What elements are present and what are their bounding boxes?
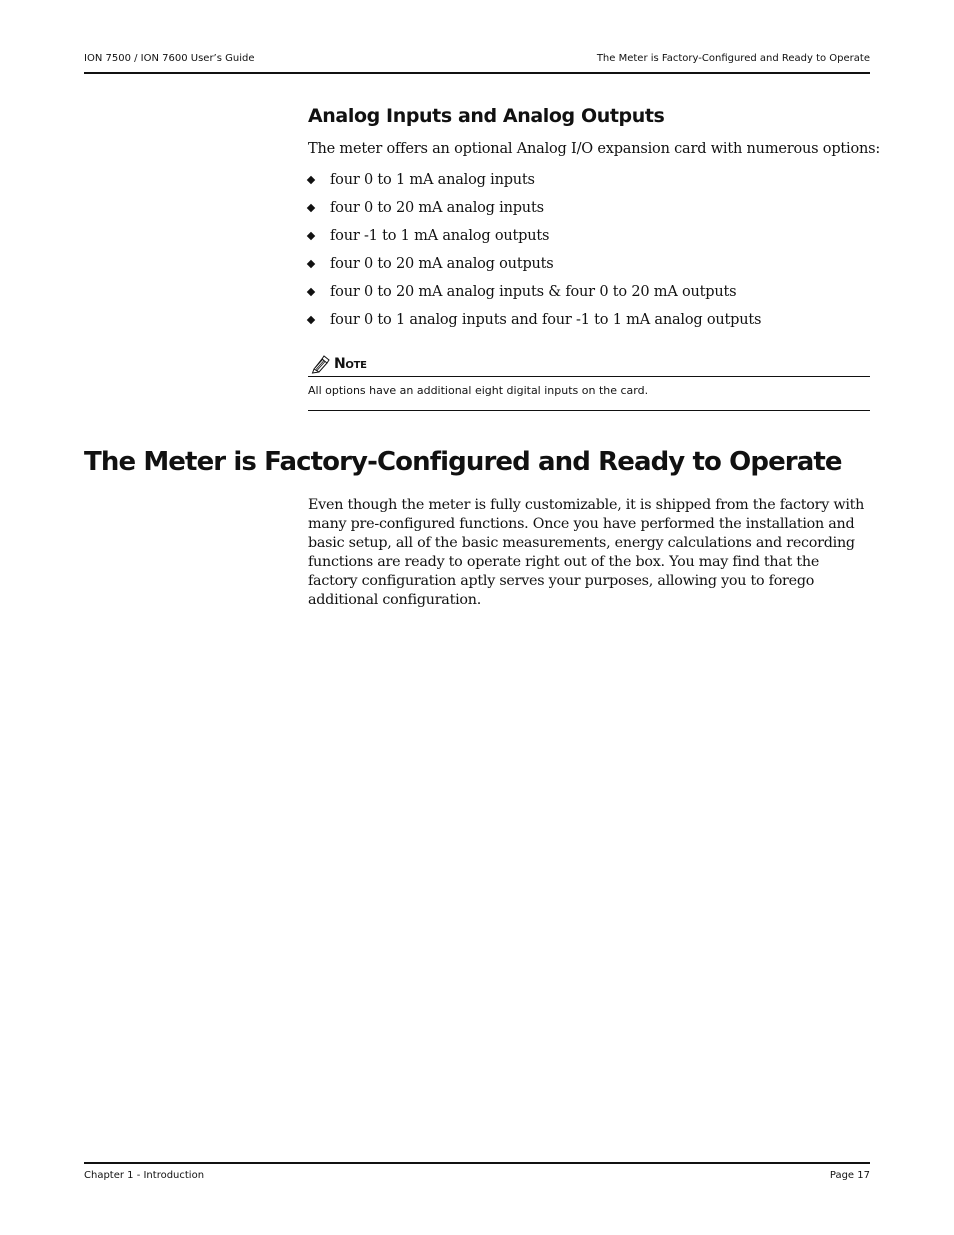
diamond-bullet-icon <box>307 288 315 296</box>
diamond-bullet-icon <box>307 232 315 240</box>
note-header <box>308 352 870 377</box>
list-item-text: four 0 to 1 mA analog inputs <box>330 172 535 188</box>
diamond-bullet-icon <box>307 316 315 324</box>
section-intro: The meter offers an optional Analog I/O expansion card with numerous options: <box>308 141 881 157</box>
footer-page-number: Page 17 <box>829 1170 870 1181</box>
body-paragraph: Even though the meter is fully customizable, it is shipped from the factory with many pre-configured functions. Once you have performed the installation and basic setup, all of the basic measurements, energy calculations and recording functions are ready to operate right out of the box. You may find that the factory configuration aptly serves your purposes, allowing you to forego additional configuration. <box>308 497 865 608</box>
list-item <box>308 253 761 281</box>
list-item-text: four -1 to 1 mA analog outputs <box>330 228 550 244</box>
chapter-section-heading: The Meter is Factory-Configured and Ready to Operate <box>84 447 842 477</box>
list-item <box>308 225 761 253</box>
list-item <box>308 169 761 197</box>
header-guide-title: ION 7500 / ION 7600 User’s Guide <box>84 53 255 64</box>
note-text: All options have an additional eight digital inputs on the card. <box>308 384 649 397</box>
note-pen-icon <box>311 354 331 374</box>
diamond-bullet-icon <box>307 260 315 268</box>
options-list <box>308 169 761 337</box>
note-label: Note <box>334 356 367 372</box>
list-item-text: four 0 to 20 mA analog inputs <box>330 200 544 216</box>
list-item-text: four 0 to 20 mA analog outputs <box>330 256 554 272</box>
running-header <box>84 52 870 74</box>
list-item <box>308 309 761 337</box>
header-section-title: The Meter is Factory-Configured and Ready to Operate <box>596 53 870 64</box>
list-item <box>308 197 761 225</box>
running-footer <box>84 1162 870 1186</box>
diamond-bullet-icon <box>307 204 315 212</box>
list-item <box>308 281 761 309</box>
note-body <box>308 377 870 411</box>
footer-chapter: Chapter 1 - Introduction <box>84 1170 205 1181</box>
list-item-text: four 0 to 20 mA analog inputs & four 0 to 20 mA outputs <box>330 284 737 300</box>
diamond-bullet-icon <box>307 176 315 184</box>
section-heading: Analog Inputs and Analog Outputs <box>308 105 665 127</box>
list-item-text: four 0 to 1 analog inputs and four -1 to 1 mA analog outputs <box>330 312 762 328</box>
